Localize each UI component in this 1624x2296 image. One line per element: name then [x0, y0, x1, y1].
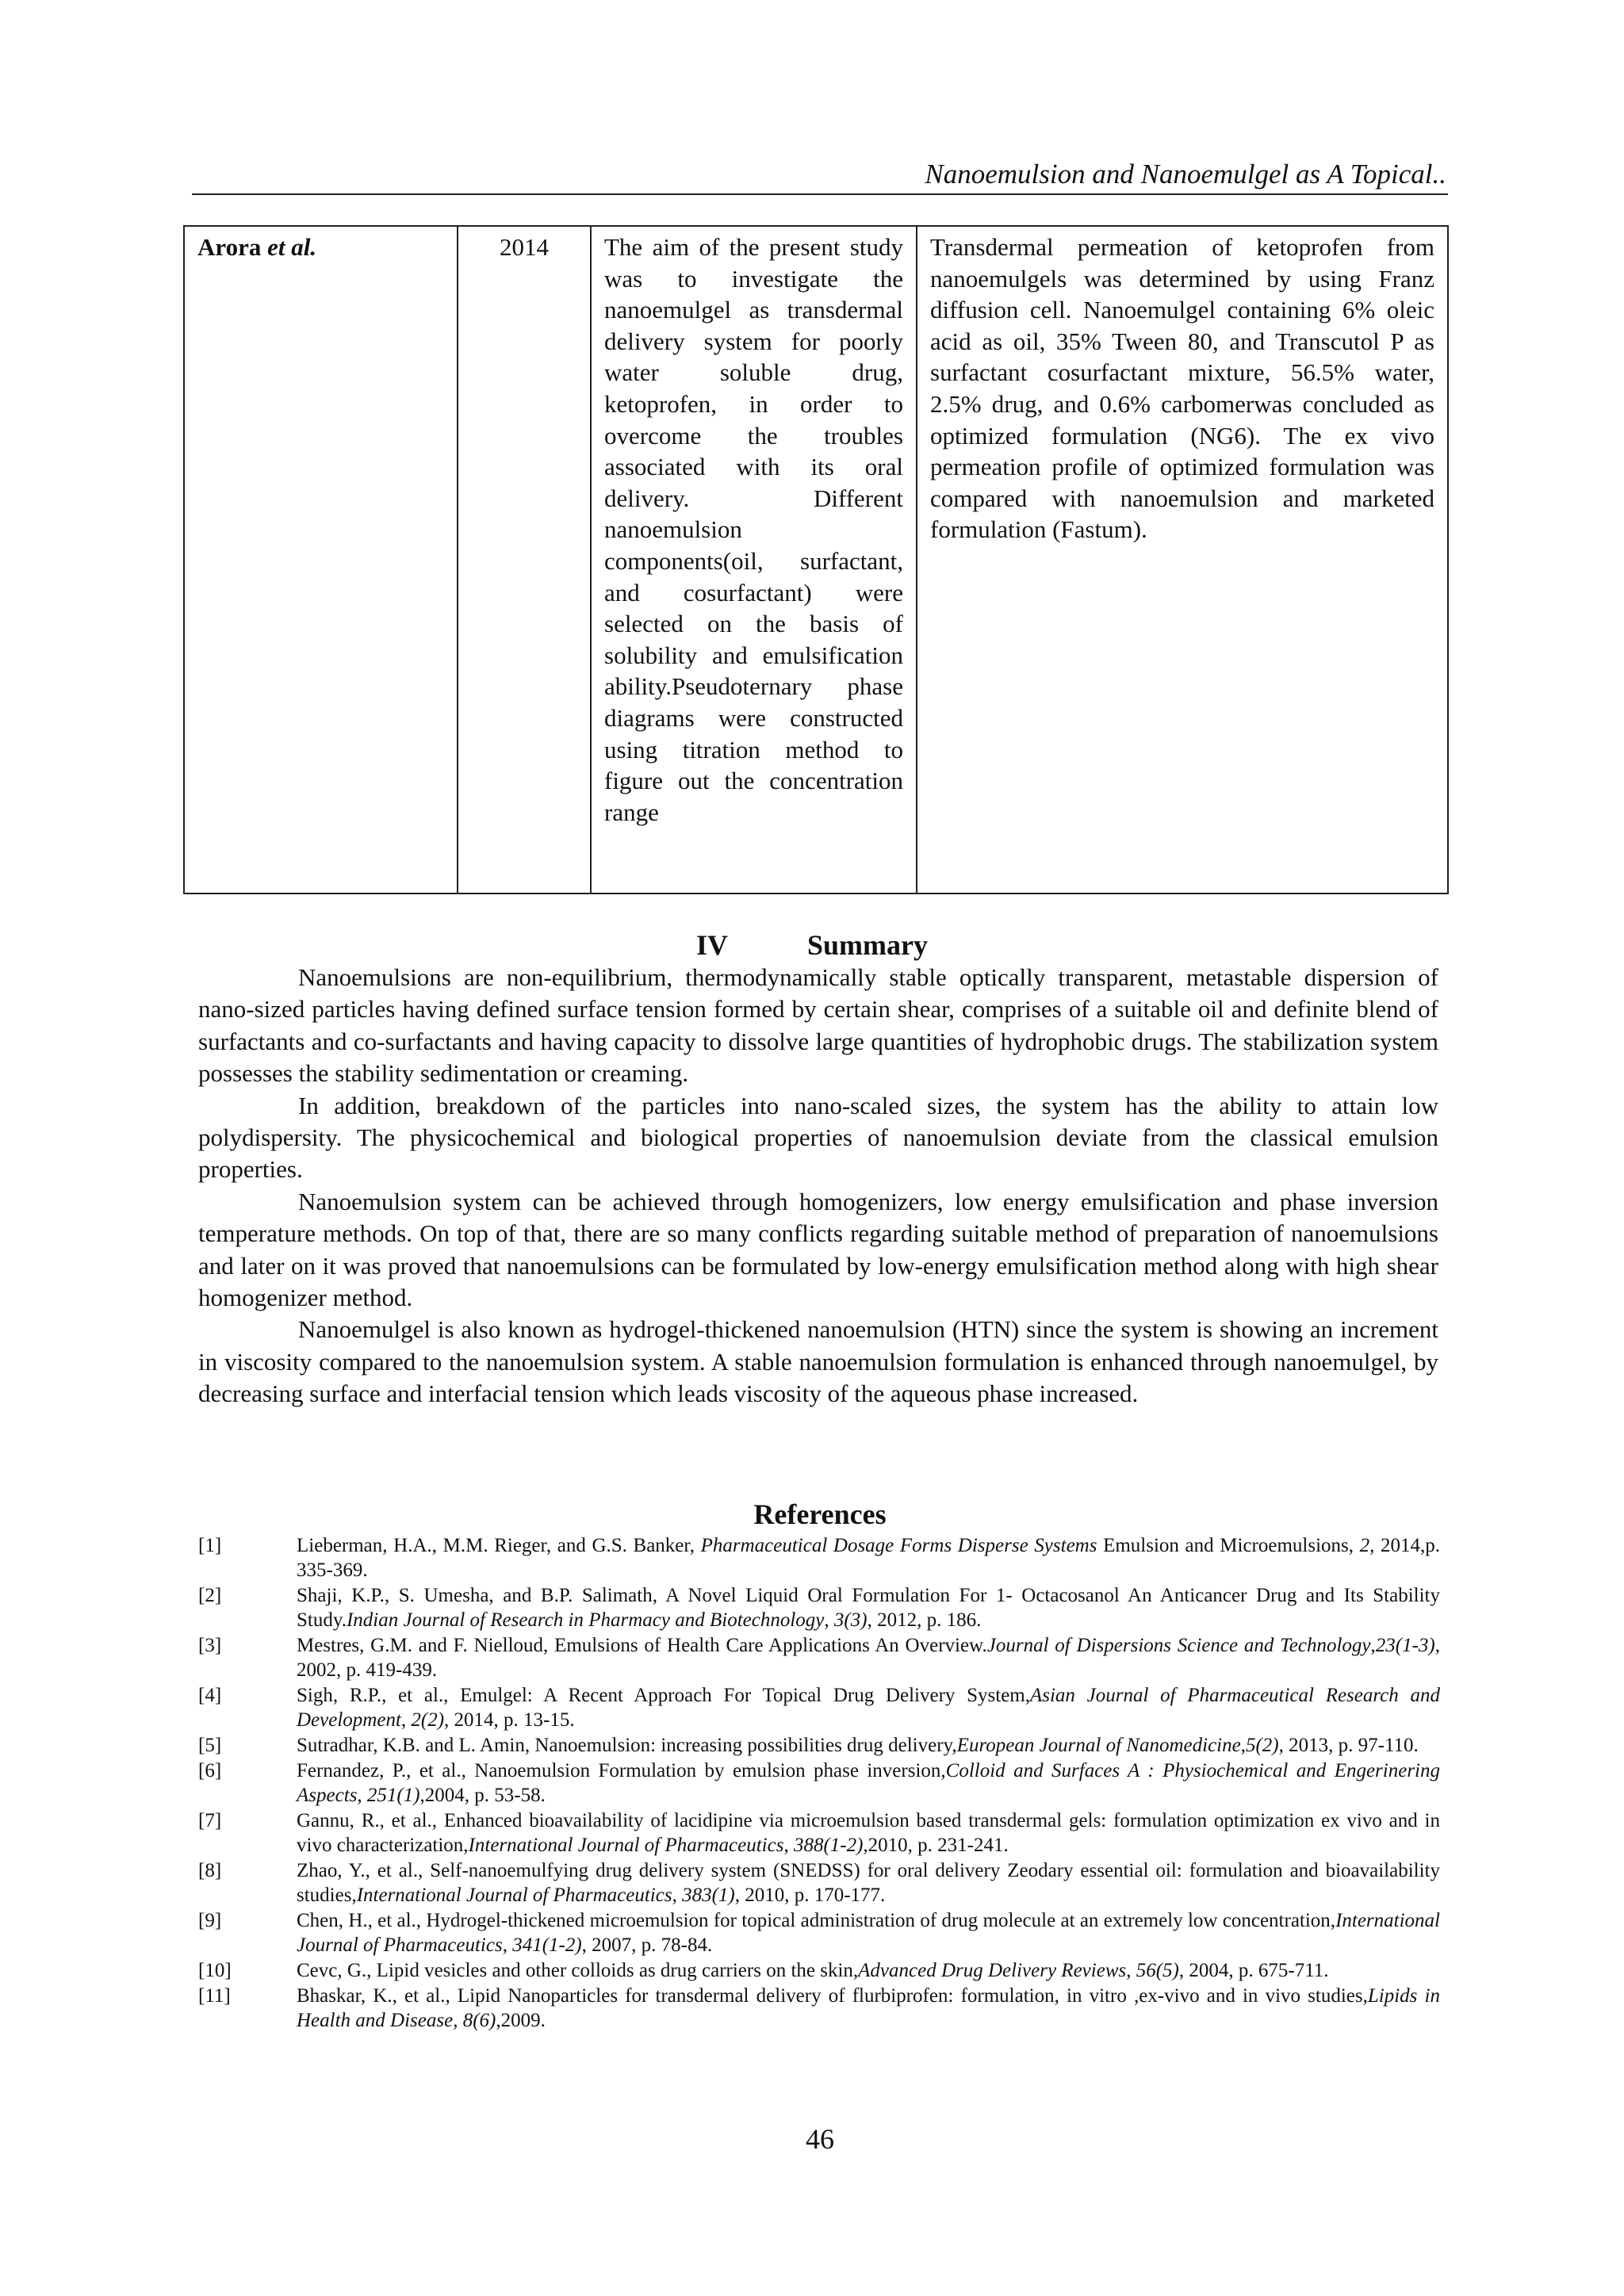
- reference-item: [198, 1984, 1440, 2033]
- author-name: Arora: [197, 233, 268, 261]
- reference-item: [198, 1733, 1440, 1758]
- reference-number: [1]: [198, 1535, 222, 1556]
- reference-number: [3]: [198, 1635, 222, 1656]
- reference-item: [198, 1908, 1440, 1957]
- table-row: [184, 226, 1448, 894]
- reference-number: [9]: [198, 1910, 222, 1931]
- reference-item: [198, 1858, 1440, 1908]
- summary-paragraph: Nanoemulgel is also known as hydrogel-thickened nanoemulsion (HTN) since the system is showing an increment in viscosity compared to the nanoemulsion system. A stable nanoemulsion formulation is enhanced through nanoemulgel, by decreasing surface and interfacial tension which leads viscosity of the aqueous phase increased.: [198, 1315, 1438, 1408]
- reference-item: [198, 1633, 1440, 1682]
- reference-number: [11]: [198, 1985, 231, 2007]
- author-etal: et al.: [267, 233, 317, 261]
- reference-text: Sutradhar, K.B. and L. Amin, Nanoemulsion: increasing possibilities drug delivery,European Journal of Nanomedicine,5(2), 2013, p. 97-110.: [297, 1735, 1419, 1756]
- reference-text: Zhao, Y., et al., Self-nanoemulfying drug delivery system (SNEDSS) for oral delivery Zeodary essential oil: formulation and bioavailability studies,International Journal of Pharmaceutics, 383(1), 2010, p. 170-177.: [297, 1860, 1440, 1906]
- summary-body: [198, 962, 1438, 1410]
- table-cell-result: Transdermal permeation of ketoprofen from nanoemulgels was determined by using Franz diffusion cell. Nanoemulgel containing 6% oleic acid as oil, 35% Tween 80, and Transcutol P as surfactant cosurfactant mixture, 56.5% water, 2.5% drug, and 0.6% carbomerwas concluded as optimized formulation (NG6). The ex vivo permeation profile of optimized formulation was compared with nanoemulsion and marketed formulation (Fastum).: [917, 226, 1448, 894]
- section-number: IV: [695, 929, 728, 961]
- reference-item: [198, 1958, 1440, 1983]
- reference-text: Cevc, G., Lipid vesicles and other colloids as drug carriers on the skin,Advanced Drug Delivery Reviews, 56(5), 2004, p. 675-711.: [297, 1960, 1329, 1981]
- references-heading: References: [753, 1498, 887, 1530]
- reference-item: [198, 1808, 1440, 1858]
- reference-text: Sigh, R.P., et al., Emulgel: A Recent Approach For Topical Drug Delivery System,Asian Journal of Pharmaceutical Research and Development, 2(2), 2014, p. 13-15.: [297, 1685, 1440, 1731]
- reference-number: [10]: [198, 1960, 232, 1981]
- study-table: [183, 225, 1449, 894]
- reference-text: Fernandez, P., et al., Nanoemulsion Formulation by emulsion phase inversion,Colloid and Surfaces A : Physiochemical and Engerinering Aspects, 251(1),2004, p. 53-58.: [297, 1760, 1441, 1806]
- reference-item: [198, 1533, 1440, 1582]
- summary-paragraph: Nanoemulsion system can be achieved through homogenizers, low energy emulsification and phase inversion temperature methods. On top of that, there are so many conflicts regarding suitable method of preparation of nanoemulsions and later on it was proved that nanoemulsions can be formulated by low-energy emulsification method along with high shear homogenizer method.: [198, 1187, 1438, 1312]
- reference-item: [198, 1683, 1440, 1732]
- reference-number: [5]: [198, 1735, 222, 1756]
- reference-text: Mestres, G.M. and F. Nielloud, Emulsions of Health Care Applications An Overview.Journal of Dispersions Science and Technology,23(1-3), 2002, p. 419-439.: [297, 1635, 1440, 1681]
- table-cell-author: [184, 226, 458, 894]
- table-cell-aim: The aim of the present study was to investigate the nanoemulgel as transdermal delivery system for poorly water soluble drug, ketoprofen, in order to overcome the troubles associated with its oral delivery. Different nanoemulsion components(oil, surfactant, and cosurfactant) were selected on the basis of solubility and emulsification ability.Pseudoternary phase diagrams were constructed using titration method to figure out the concentration range: [591, 226, 917, 894]
- reference-item: [198, 1583, 1440, 1632]
- summary-paragraph: In addition, breakdown of the particles into nano-scaled sizes, the system has the ability to attain low polydispersity. The physicochemical and biological properties of nanoemulsion deviate from the classical emulsion properties.: [198, 1091, 1438, 1184]
- summary-heading: [0, 928, 1624, 962]
- reference-text: Lieberman, H.A., M.M. Rieger, and G.S. Banker, Pharmaceutical Dosage Forms Disperse Systems Emulsion and Microemulsions, 2, 2014,p. 335-369.: [297, 1535, 1441, 1581]
- reference-text: Gannu, R., et al., Enhanced bioavailability of lacidipine via microemulsion based transdermal gels: formulation optimization ex vivo and in vivo characterization,International Journal of Pharmaceutics, 388(1-2),2010, p. 231-241.: [297, 1810, 1440, 1856]
- reference-number: [4]: [198, 1685, 222, 1706]
- reference-list: [198, 1533, 1440, 2034]
- table-cell-year: 2014: [458, 226, 591, 894]
- reference-number: [8]: [198, 1860, 222, 1881]
- reference-number: [7]: [198, 1810, 222, 1831]
- reference-text: Shaji, K.P., S. Umesha, and B.P. Salimath, A Novel Liquid Oral Formulation For 1- Octacosanol An Anticancer Drug and Its Stability Study.Indian Journal of Research in Pharmacy and Biotechnology, 3(3), 2012, p. 186.: [297, 1585, 1440, 1631]
- reference-item: [198, 1758, 1440, 1808]
- reference-number: [6]: [198, 1760, 222, 1781]
- reference-number: [2]: [198, 1585, 222, 1606]
- running-header-title: Nanoemulsion and Nanoemulgel as A Topical..: [925, 159, 1446, 189]
- section-title: Summary: [807, 929, 928, 961]
- reference-text: Bhaskar, K., et al., Lipid Nanoparticles for transdermal delivery of flurbiprofen: formulation, in vitro ,ex-vivo and in vivo studies,Lipids in Health and Disease, 8(6),2009.: [297, 1985, 1440, 2031]
- summary-paragraph: Nanoemulsions are non-equilibrium, thermodynamically stable optically transparent, metastable dispersion of nano-sized particles having defined surface tension formed by certain shear, comprises of a suitable oil and definite blend of surfactants and co-surfactants and having capacity to dissolve large quantities of hydrophobic drugs. The stabilization system possesses the stability sedimentation or creaming.: [198, 963, 1438, 1088]
- page-number: 46: [806, 2123, 834, 2155]
- reference-text: Chen, H., et al., Hydrogel-thickened microemulsion for topical administration of drug molecule at an extremely low concentration,International Journal of Pharmaceutics, 341(1-2), 2007, p. 78-84.: [297, 1910, 1440, 1956]
- header-divider: [192, 193, 1448, 195]
